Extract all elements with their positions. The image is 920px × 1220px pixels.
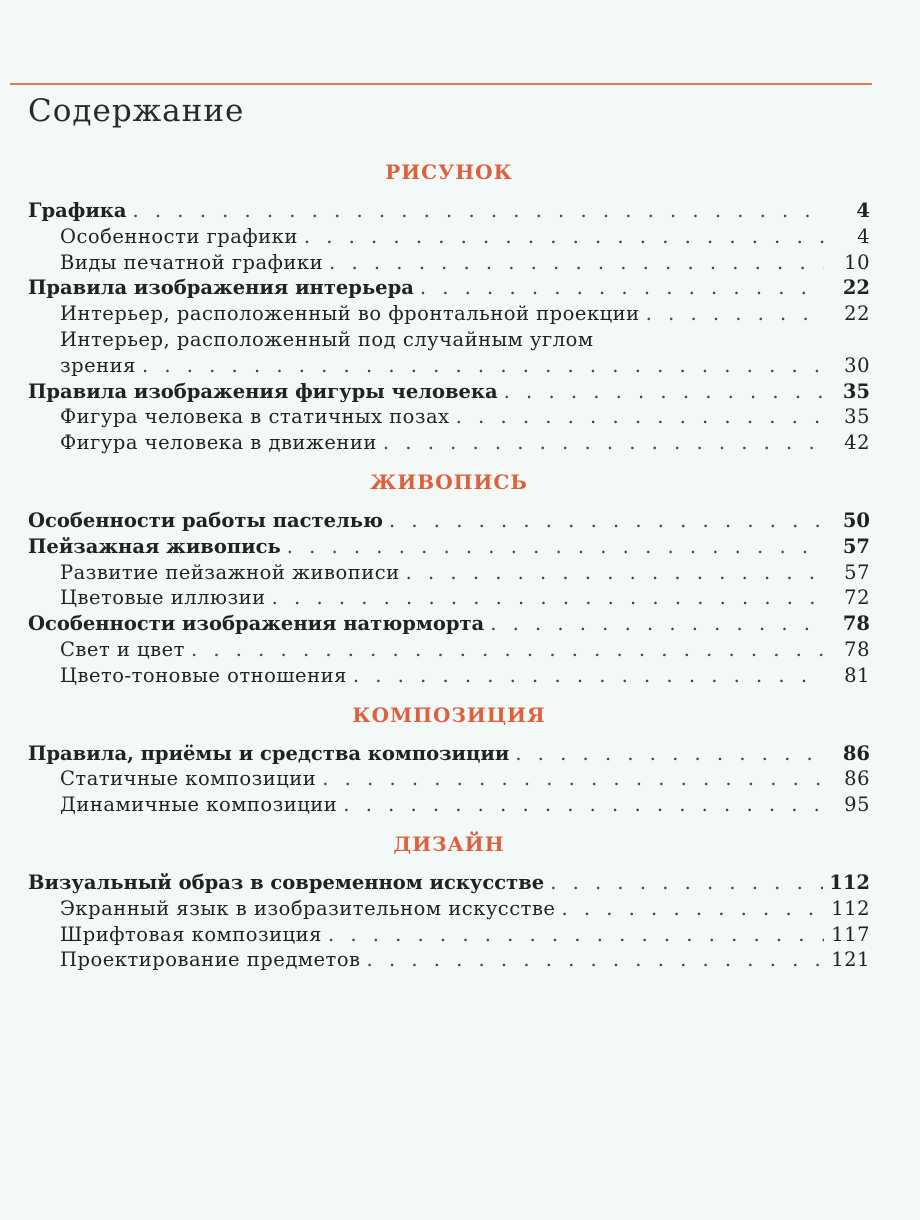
- entry-title: Особенности работы пастелью: [28, 508, 383, 532]
- toc-subsection-entry[interactable]: [28, 792, 870, 818]
- dot-leader: [322, 766, 824, 792]
- toc-subsection-entry[interactable]: [28, 250, 870, 276]
- page-number: 95: [844, 793, 870, 817]
- entry-title: Развитие пейзажной живописи: [60, 560, 400, 584]
- entry-title: Статичные композиции: [60, 767, 317, 791]
- table-of-contents: [28, 152, 870, 973]
- page-number: 81: [844, 663, 870, 687]
- toc-subsection-entry[interactable]: [28, 585, 870, 611]
- page-number: 78: [842, 612, 870, 636]
- entry-title: Динамичные композиции: [60, 793, 338, 817]
- page-number: 42: [844, 431, 870, 455]
- page-number: 50: [842, 508, 870, 532]
- entry-title: Виды печатной графики: [60, 250, 324, 274]
- entry-title: Интерьер, расположенный под случайным углом: [60, 327, 594, 351]
- dot-leader: [383, 430, 824, 456]
- dot-leader: [420, 275, 824, 301]
- dot-leader: [456, 404, 824, 430]
- entry-title: Интерьер, расположенный во фронтальной проекции: [60, 302, 640, 326]
- toc-chapter-entry[interactable]: [28, 508, 870, 534]
- dot-leader: [133, 198, 825, 224]
- dot-leader: [353, 663, 824, 689]
- entry-title: зрения: [60, 353, 136, 377]
- entry-title: Свет и цвет: [60, 637, 185, 661]
- page-number: 57: [842, 534, 870, 558]
- section-heading: ДИЗАЙН: [393, 831, 505, 856]
- page-number: 86: [842, 741, 870, 765]
- dot-leader: [367, 947, 824, 973]
- dot-leader: [304, 224, 824, 250]
- dot-leader: [287, 534, 824, 560]
- entry-title: Правила, приёмы и средства композиции: [28, 741, 510, 765]
- dot-leader: [646, 301, 824, 327]
- toc-chapter-entry[interactable]: [28, 275, 870, 301]
- page-number: 35: [844, 405, 870, 429]
- entry-title: Экранный язык в изобразительном искусстве: [60, 896, 556, 920]
- page-number: 57: [844, 560, 870, 584]
- entry-title: Цветовые иллюзии: [60, 586, 266, 610]
- page-number: 22: [844, 302, 870, 326]
- dot-leader: [328, 922, 824, 948]
- page-number: 117: [831, 922, 870, 946]
- toc-subsection-entry[interactable]: [28, 404, 870, 430]
- dot-leader: [272, 585, 824, 611]
- page-number: 112: [829, 870, 870, 894]
- dot-leader: [561, 896, 824, 922]
- section-heading: РИСУНОК: [385, 160, 513, 184]
- dot-leader: [550, 870, 823, 896]
- toc-subsection-entry[interactable]: [28, 327, 870, 353]
- dot-leader: [389, 508, 824, 534]
- entry-title: Цвето-тоновые отношения: [60, 663, 347, 687]
- page-number: 30: [844, 353, 870, 377]
- toc-subsection-entry[interactable]: [28, 663, 870, 689]
- section-heading: ЖИВОПИСЬ: [370, 469, 528, 494]
- entry-title: Проектирование предметов: [60, 948, 361, 972]
- toc-subsection-entry[interactable]: [28, 947, 870, 973]
- toc-subsection-entry[interactable]: [28, 224, 870, 250]
- page-number: 22: [842, 276, 870, 300]
- dot-leader: [406, 560, 824, 586]
- page-number: 78: [844, 637, 870, 661]
- toc-chapter-entry[interactable]: [28, 534, 870, 560]
- toc-subsection-entry[interactable]: [28, 896, 870, 922]
- toc-subsection-entry[interactable]: [28, 353, 870, 379]
- toc-subsection-entry[interactable]: [28, 560, 870, 586]
- entry-title: Шрифтовая композиция: [60, 922, 322, 946]
- toc-chapter-entry[interactable]: [28, 741, 870, 767]
- toc-chapter-entry[interactable]: [28, 870, 870, 896]
- dot-leader: [191, 637, 824, 663]
- toc-subsection-entry[interactable]: [28, 430, 870, 456]
- entry-title: Визуальный образ в современном искусстве: [28, 870, 545, 894]
- page-title: Содержание: [28, 93, 245, 129]
- page-number: 72: [844, 586, 870, 610]
- entry-title: Особенности графики: [60, 224, 298, 248]
- page-number: 4: [856, 199, 870, 222]
- section-heading: КОМПОЗИЦИЯ: [352, 702, 546, 727]
- dot-leader: [142, 353, 824, 379]
- entry-title: Фигура человека в движении: [60, 431, 377, 455]
- page-number: 35: [842, 379, 870, 403]
- top-rule: [10, 83, 872, 85]
- toc-subsection-entry[interactable]: [28, 922, 870, 948]
- toc-subsection-entry[interactable]: [28, 301, 870, 327]
- entry-title: Правила изображения интерьера: [28, 276, 414, 300]
- toc-subsection-entry[interactable]: [28, 766, 870, 792]
- entry-title: Графика: [28, 199, 127, 222]
- dot-leader: [343, 792, 824, 818]
- toc-subsection-entry[interactable]: [28, 637, 870, 663]
- page-number: 4: [857, 224, 870, 248]
- dot-leader: [515, 741, 824, 767]
- toc-chapter-entry[interactable]: [28, 198, 870, 224]
- dot-leader: [504, 379, 824, 405]
- entry-title: Фигура человека в статичных позах: [60, 405, 450, 429]
- entry-title: Пейзажная живопись: [28, 534, 281, 558]
- dot-leader: [490, 611, 824, 637]
- page-number: 112: [831, 896, 870, 920]
- toc-chapter-entry[interactable]: [28, 379, 870, 405]
- page-number: 121: [831, 948, 870, 972]
- entry-title: Особенности изображения натюрморта: [28, 612, 485, 636]
- entry-title: Правила изображения фигуры человека: [28, 379, 498, 403]
- toc-chapter-entry[interactable]: [28, 611, 870, 637]
- page-number: 10: [844, 250, 870, 274]
- page-number: 86: [844, 767, 870, 791]
- dot-leader: [329, 250, 824, 276]
